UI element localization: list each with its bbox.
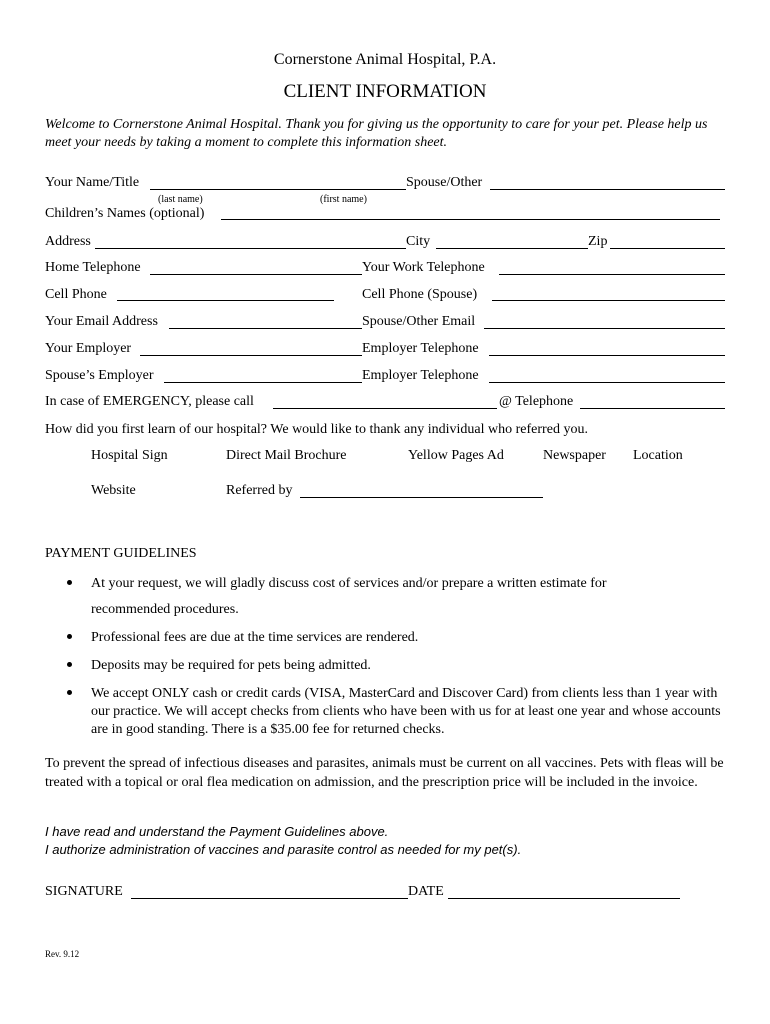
cell-phone-field[interactable] bbox=[117, 300, 334, 301]
home-phone-label: Home Telephone bbox=[45, 260, 141, 275]
referral-option-hospital-sign[interactable]: Hospital Sign bbox=[91, 448, 168, 463]
payment-heading: PAYMENT GUIDELINES bbox=[45, 546, 197, 561]
cell-phone-spouse-field[interactable] bbox=[492, 300, 725, 301]
payment-bullet-estimate: At your request, we will gladly discuss cost of services and/or prepare a written estimate for bbox=[91, 576, 607, 591]
bullet-dot bbox=[67, 634, 72, 639]
email-label: Your Email Address bbox=[45, 314, 158, 329]
employer-label: Your Employer bbox=[45, 341, 132, 356]
hospital-name: Cornerstone Animal Hospital, P.A. bbox=[273, 51, 497, 68]
work-phone-field[interactable] bbox=[499, 274, 725, 275]
spouse-employer-phone-label: Employer Telephone bbox=[362, 368, 479, 383]
referral-option-direct-mail[interactable]: Direct Mail Brochure bbox=[226, 448, 347, 463]
referral-option-newspaper[interactable]: Newspaper bbox=[543, 448, 606, 463]
bullet-dot bbox=[67, 662, 72, 667]
referral-option-location[interactable]: Location bbox=[633, 448, 683, 463]
home-phone-field[interactable] bbox=[150, 274, 362, 275]
payment-bullet-deposits: Deposits may be required for pets being admitted. bbox=[91, 658, 371, 673]
spouse-email-field[interactable] bbox=[484, 328, 725, 329]
zip-field[interactable] bbox=[610, 248, 725, 249]
emergency-phone-label: @ Telephone bbox=[499, 394, 574, 409]
cell-phone-label: Cell Phone bbox=[45, 287, 107, 302]
intro-text: Welcome to Cornerstone Animal Hospital. Thank you for giving us the opportunity to care for your pet. Please help us meet your needs by taking a moment to complete this information sheet. bbox=[45, 117, 708, 150]
name-title-label: Your Name/Title bbox=[45, 175, 140, 190]
first-name-hint: (first name) bbox=[320, 194, 367, 205]
zip-label: Zip bbox=[588, 234, 608, 249]
payment-bullet-accepted: We accept ONLY cash or credit cards (VISA, MasterCard and Discover Card) from clients less than 1 year with our practice. We will accept checks from clients who have been with us for at least one year and whose accounts are in good standing. There is a $35.00 fee for returned checks. bbox=[91, 686, 721, 737]
children-label: Children’s Names (optional) bbox=[45, 206, 205, 221]
employer-phone-label: Employer Telephone bbox=[362, 341, 479, 356]
referred-by-field[interactable] bbox=[300, 497, 543, 498]
date-label: DATE bbox=[408, 884, 444, 899]
employer-phone-field[interactable] bbox=[489, 355, 725, 356]
signature-field[interactable] bbox=[131, 898, 408, 899]
address-label: Address bbox=[45, 234, 91, 249]
spouse-employer-phone-field[interactable] bbox=[489, 382, 725, 383]
referral-option-yellow-pages[interactable]: Yellow Pages Ad bbox=[408, 448, 504, 463]
emergency-label: In case of EMERGENCY, please call bbox=[45, 394, 254, 409]
vaccine-note: To prevent the spread of infectious diseases and parasites, animals must be current on all vaccines. Pets with fleas will be treated with a topical or oral flea medication on admission, and the prescription price will be included in the invoice. bbox=[45, 756, 724, 790]
name-title-field[interactable] bbox=[150, 189, 406, 190]
work-phone-label: Your Work Telephone bbox=[362, 260, 485, 275]
last-name-hint: (last name) bbox=[158, 194, 203, 205]
signature-label: SIGNATURE bbox=[45, 884, 123, 899]
spouse-email-label: Spouse/Other Email bbox=[362, 314, 476, 329]
emergency-phone-field[interactable] bbox=[580, 408, 725, 409]
payment-bullet-estimate-cont: recommended procedures. bbox=[91, 602, 239, 617]
referral-option-website[interactable]: Website bbox=[91, 483, 136, 498]
employer-field[interactable] bbox=[140, 355, 362, 356]
revision-number: Rev. 9.12 bbox=[45, 949, 80, 959]
cell-phone-spouse-label: Cell Phone (Spouse) bbox=[362, 287, 478, 302]
city-field[interactable] bbox=[436, 248, 588, 249]
bullet-dot bbox=[67, 690, 72, 695]
city-label: City bbox=[406, 234, 431, 249]
spouse-other-label: Spouse/Other bbox=[406, 175, 483, 190]
spouse-employer-label: Spouse’s Employer bbox=[45, 368, 154, 383]
form-title: CLIENT INFORMATION bbox=[283, 81, 487, 102]
spouse-other-field[interactable] bbox=[490, 189, 725, 190]
email-field[interactable] bbox=[169, 328, 362, 329]
date-field[interactable] bbox=[448, 898, 680, 899]
referral-question: How did you first learn of our hospital? We would like to thank any individual who referred you. bbox=[45, 422, 588, 437]
spouse-employer-field[interactable] bbox=[164, 382, 362, 383]
acknowledgement-line-1: I have read and understand the Payment Guidelines above. bbox=[45, 824, 389, 839]
acknowledgement-line-2: I authorize administration of vaccines and parasite control as needed for my pet(s). bbox=[45, 842, 522, 857]
emergency-contact-field[interactable] bbox=[273, 408, 497, 409]
bullet-dot bbox=[67, 580, 72, 585]
children-field[interactable] bbox=[221, 219, 720, 220]
address-field[interactable] bbox=[95, 248, 406, 249]
referred-by-label: Referred by bbox=[226, 483, 293, 498]
payment-bullet-fees: Professional fees are due at the time services are rendered. bbox=[91, 630, 419, 645]
